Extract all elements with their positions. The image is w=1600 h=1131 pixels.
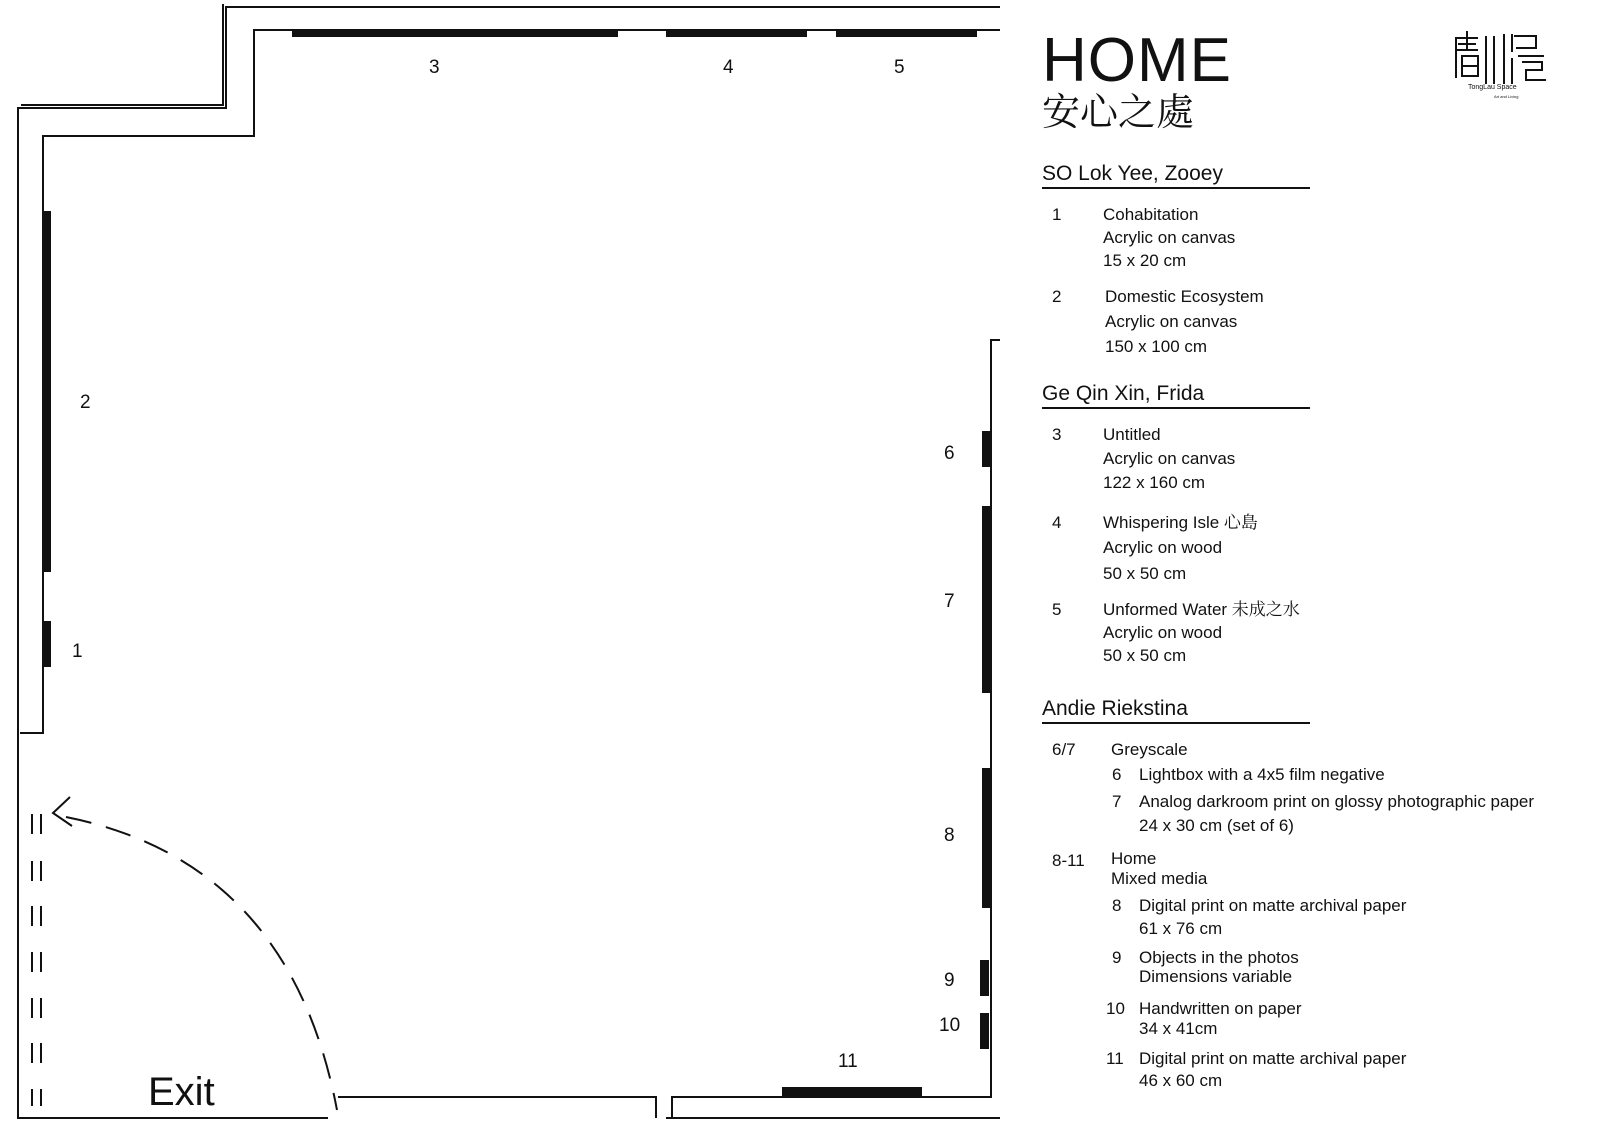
artwork-7 (982, 506, 991, 693)
sub-line: Objects in the photos (1139, 948, 1299, 967)
sub-line: Handwritten on paper (1139, 999, 1302, 1018)
work-number: 1 (1052, 205, 1062, 224)
sub-line: 61 x 76 cm (1139, 919, 1223, 938)
work-size: 50 x 50 cm (1103, 646, 1187, 665)
label-5: 5 (894, 57, 905, 78)
label-3: 3 (429, 57, 440, 78)
arrow-head-icon (53, 797, 72, 826)
label-9: 9 (944, 970, 955, 991)
work-medium: Acrylic on wood (1103, 538, 1223, 557)
page-subtitle: 安心之處 (1042, 90, 1195, 134)
work-number: 4 (1052, 513, 1062, 532)
work-title: Domestic Ecosystem (1105, 287, 1264, 306)
work-title: Home (1111, 849, 1157, 868)
outer-wall (18, 7, 1000, 1118)
work-number: 8-11 (1052, 851, 1085, 870)
work-number: 6/7 (1052, 740, 1076, 759)
label-11: 11 (838, 1051, 858, 1072)
work-number: 3 (1052, 425, 1062, 444)
sub-line: Digital print on matte archival paper (1139, 896, 1407, 915)
work-title: Greyscale (1111, 740, 1188, 759)
inner-wall-bottom-left (338, 1097, 656, 1118)
label-4: 4 (723, 57, 734, 78)
label-1: 1 (72, 641, 83, 662)
work-size: 50 x 50 cm (1103, 564, 1187, 583)
work-number: 2 (1052, 287, 1062, 306)
work-medium: Acrylic on canvas (1103, 449, 1236, 468)
sub-line: Digital print on matte archival paper (1139, 1049, 1407, 1068)
logo-tagline: Art and Living (1494, 94, 1519, 99)
artwork-4 (666, 29, 807, 37)
sub-line: Dimensions variable (1139, 967, 1293, 986)
door-track (32, 814, 41, 1106)
artwork-8 (982, 768, 991, 908)
sub-number: 8 (1112, 896, 1122, 915)
artwork-9 (980, 960, 989, 996)
label-10: 10 (939, 1015, 961, 1036)
inner-wall-left (20, 30, 1000, 733)
sub-line: Analog darkroom print on glossy photographic paper (1139, 792, 1535, 811)
sub-number: 6 (1112, 765, 1122, 784)
sub-line: 46 x 60 cm (1139, 1071, 1223, 1090)
work-size: 150 x 100 cm (1105, 337, 1208, 356)
page-title: HOME (1042, 26, 1232, 95)
outer-wall-inner-line (21, 4, 223, 105)
sub-number: 9 (1112, 948, 1122, 967)
work-title: Untitled (1103, 425, 1161, 444)
logo-brand: TongLau Space (1468, 84, 1517, 91)
artist-heading: Ge Qin Xin, Frida (1042, 383, 1310, 409)
artwork-1 (42, 621, 51, 667)
work-title: Whispering Isle 心島 (1103, 513, 1258, 532)
sub-line: 34 x 41cm (1139, 1019, 1218, 1038)
work-size: 15 x 20 cm (1103, 251, 1187, 270)
label-2: 2 (80, 392, 91, 413)
artwork-10 (980, 1013, 989, 1049)
artwork-3 (292, 29, 618, 37)
sub-number: 11 (1106, 1049, 1124, 1068)
sub-line: Lightbox with a 4x5 film negative (1139, 765, 1385, 784)
sub-number: 10 (1106, 999, 1125, 1018)
artwork-11 (782, 1087, 922, 1096)
sub-line: 24 x 30 cm (set of 6) (1139, 816, 1294, 835)
label-8: 8 (944, 825, 955, 846)
sub-number: 7 (1112, 792, 1122, 811)
door-swing-arc (66, 817, 337, 1114)
work-number: 5 (1052, 600, 1062, 619)
work-medium: Acrylic on canvas (1105, 312, 1238, 331)
logo (1452, 28, 1564, 106)
work-medium: Acrylic on wood (1103, 623, 1223, 642)
work-medium: Acrylic on canvas (1103, 228, 1236, 247)
work-medium: Mixed media (1111, 869, 1208, 888)
work-title: Unformed Water 未成之水 (1103, 600, 1300, 619)
artist-heading: Andie Riekstina (1042, 698, 1310, 724)
artwork-6 (982, 431, 991, 467)
artwork-5 (836, 29, 977, 37)
label-7: 7 (944, 591, 955, 612)
work-size: 122 x 160 cm (1103, 473, 1206, 492)
exit-label: Exit (148, 1070, 215, 1114)
artist-heading: SO Lok Yee, Zooey (1042, 163, 1310, 189)
artwork-2 (42, 211, 51, 572)
work-title: Cohabitation (1103, 205, 1199, 224)
label-6: 6 (944, 443, 955, 464)
